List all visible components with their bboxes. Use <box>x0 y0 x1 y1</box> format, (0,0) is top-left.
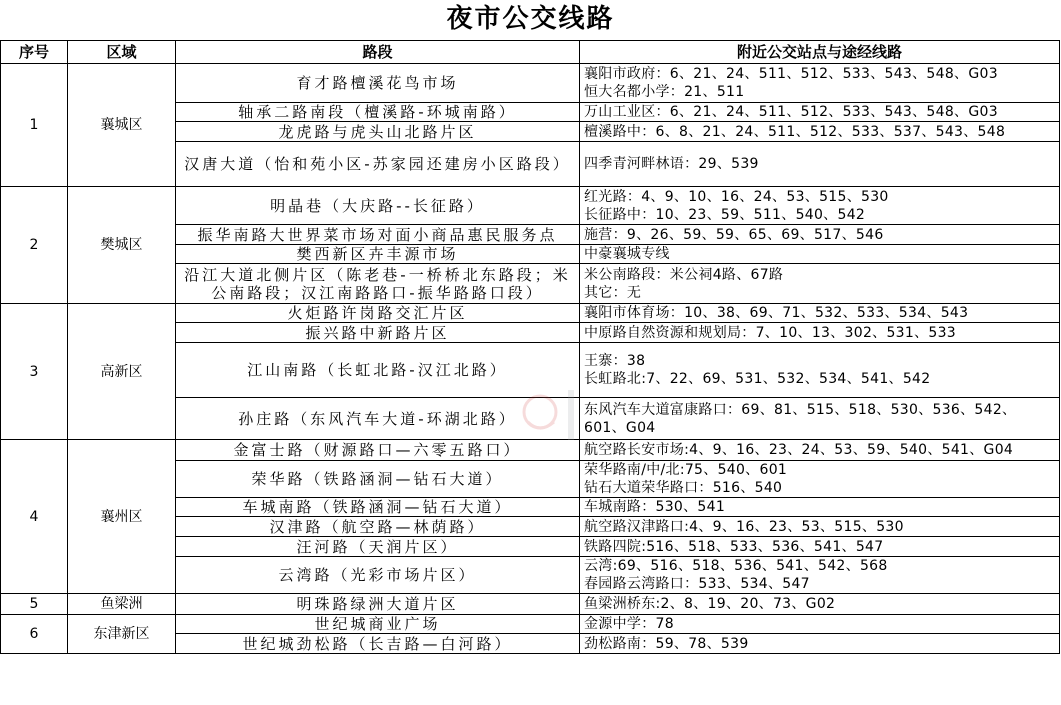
table-row <box>1 615 1060 634</box>
road-cell: 汉津路（航空路—林荫路） <box>176 517 580 537</box>
road-cell: 云湾路（光彩市场片区） <box>176 557 580 594</box>
stop-line: 航空路长安市场:4、9、16、23、24、53、59、540、541、G04 <box>584 442 1014 458</box>
stop-line: 车城南路：530、541 <box>584 499 726 515</box>
stop-line: 施营：9、26、59、59、65、69、517、546 <box>584 226 884 243</box>
road-cell: 金富士路（财源路口—六零五路口） <box>176 440 580 461</box>
stops-cell <box>580 594 1060 615</box>
table-body <box>1 64 1060 654</box>
stops-cell <box>580 440 1060 461</box>
header-stops: 附近公交站点与途经线路 <box>580 41 1060 64</box>
header-district: 区域 <box>68 41 176 64</box>
district-cell: 襄州区 <box>68 440 176 594</box>
road-cell: 育才路檀溪花鸟市场 <box>176 64 580 103</box>
road-cell: 振兴路中新路片区 <box>176 323 580 343</box>
stop-line: 襄阳市体育场：10、38、69、71、532、533、534、543 <box>584 305 969 321</box>
stops-cell <box>580 537 1060 557</box>
stop-line: 四季青河畔林语：29、539 <box>584 156 759 172</box>
stop-line: 中原路自然资源和规划局：7、10、13、302、531、533 <box>584 324 956 341</box>
stops-cell <box>580 398 1060 440</box>
table-row <box>1 440 1060 461</box>
road-cell: 明晶巷（大庆路--长征路） <box>176 187 580 225</box>
road-cell: 荣华路（铁路涵洞—钻石大道） <box>176 461 580 498</box>
stops-cell <box>580 64 1060 103</box>
stops-cell <box>580 142 1060 187</box>
stops-cell <box>580 103 1060 122</box>
district-cell: 高新区 <box>68 304 176 440</box>
stops-cell <box>580 304 1060 323</box>
road-cell: 龙虎路与虎头山北路片区 <box>176 122 580 142</box>
stop-line: 航空路汉津路口:4、9、16、23、53、515、530 <box>584 518 904 535</box>
road-cell: 世纪城商业广场 <box>176 615 580 634</box>
stops-cell <box>580 122 1060 142</box>
table-row <box>1 64 1060 103</box>
road-cell: 明珠路绿洲大道片区 <box>176 594 580 615</box>
row-number: 4 <box>1 440 68 594</box>
row-number: 6 <box>1 615 68 654</box>
stop-line: 601、G04 <box>584 419 656 436</box>
road-cell: 轴承二路南段（檀溪路-环城南路） <box>176 103 580 122</box>
stop-line: 恒大名都小学：21、511 <box>584 84 745 100</box>
stops-cell <box>580 615 1060 634</box>
stop-line: 中豪襄城专线 <box>584 246 670 262</box>
row-number: 5 <box>1 594 68 615</box>
stop-line: 万山工业区：6、21、24、511、512、533、543、548、G03 <box>584 104 998 120</box>
stop-line: 米公南路段：米公祠4路、67路 <box>584 266 784 283</box>
road-cell: 樊西新区卉丰源市场 <box>176 245 580 264</box>
stop-line: 云湾:69、516、518、536、541、542、568 <box>584 558 888 574</box>
stops-cell <box>580 187 1060 225</box>
stop-line: 东风汽车大道富康路口：69、81、515、518、530、536、542、 <box>584 401 1017 418</box>
stops-cell <box>580 634 1060 654</box>
stop-line: 荣华路南/中/北:75、540、601 <box>584 462 788 478</box>
road-cell: 孙庄路（东风汽车大道-环湖北路） <box>176 398 580 440</box>
stops-cell <box>580 225 1060 245</box>
header-no: 序号 <box>1 41 68 64</box>
stops-cell <box>580 264 1060 304</box>
road-cell: 江山南路（长虹北路-汉江北路） <box>176 343 580 398</box>
row-number: 2 <box>1 187 68 304</box>
stop-line: 钻石大道荣华路口：516、540 <box>584 480 783 496</box>
table-row <box>1 304 1060 323</box>
header-road: 路段 <box>176 41 580 64</box>
stop-line: 檀溪路中：6、8、21、24、511、512、533、537、543、548 <box>584 123 1006 140</box>
stops-cell <box>580 343 1060 398</box>
stop-line: 红光路：4、9、10、16、24、53、515、530 <box>584 188 889 205</box>
stops-cell <box>580 498 1060 517</box>
stops-cell <box>580 461 1060 498</box>
road-cell: 汪河路（天润片区） <box>176 537 580 557</box>
stop-line: 襄阳市政府：6、21、24、511、512、533、543、548、G03 <box>584 66 998 82</box>
row-number: 1 <box>1 64 68 187</box>
stop-line: 劲松路南：59、78、539 <box>584 635 749 652</box>
row-number: 3 <box>1 304 68 440</box>
road-cell: 汉唐大道（怡和苑小区-苏家园还建房小区路段） <box>176 142 580 187</box>
road-cell: 世纪城劲松路（长吉路—白河路） <box>176 634 580 654</box>
district-cell: 东津新区 <box>68 615 176 654</box>
stop-line: 长虹路北:7、22、69、531、532、534、541、542 <box>584 371 931 387</box>
road-cell: 火炬路许岗路交汇片区 <box>176 304 580 323</box>
stop-line: 其它：无 <box>584 284 642 301</box>
bus-route-table <box>0 40 1060 654</box>
header-row <box>1 41 1060 64</box>
stop-line: 金源中学：78 <box>584 616 674 632</box>
stop-line: 长征路中：10、23、59、511、540、542 <box>584 206 866 223</box>
stops-cell <box>580 517 1060 537</box>
district-cell: 鱼梁洲 <box>68 594 176 615</box>
district-cell: 樊城区 <box>68 187 176 304</box>
district-cell: 襄城区 <box>68 64 176 187</box>
stops-cell <box>580 557 1060 594</box>
road-cell: 振华南路大世界菜市场对面小商品惠民服务点 <box>176 225 580 245</box>
stop-line: 王寨：38 <box>584 353 646 369</box>
road-cell: 沿江大道北侧片区（陈老巷-一桥桥北东路段；米公南路段；汉江南路路口-振华路路口段） <box>176 264 580 304</box>
road-cell: 车城南路（铁路涵洞—钻石大道） <box>176 498 580 517</box>
stops-cell <box>580 323 1060 343</box>
stop-line: 鱼梁洲桥东:2、8、19、20、73、G02 <box>584 596 836 612</box>
stop-line: 铁路四院:516、518、533、536、541、547 <box>584 538 884 555</box>
table-row <box>1 187 1060 225</box>
stops-cell <box>580 245 1060 264</box>
stop-line: 春园路云湾路口：533、534、547 <box>584 576 810 592</box>
page-title: 夜市公交线路 <box>446 4 615 34</box>
table-row <box>1 594 1060 615</box>
